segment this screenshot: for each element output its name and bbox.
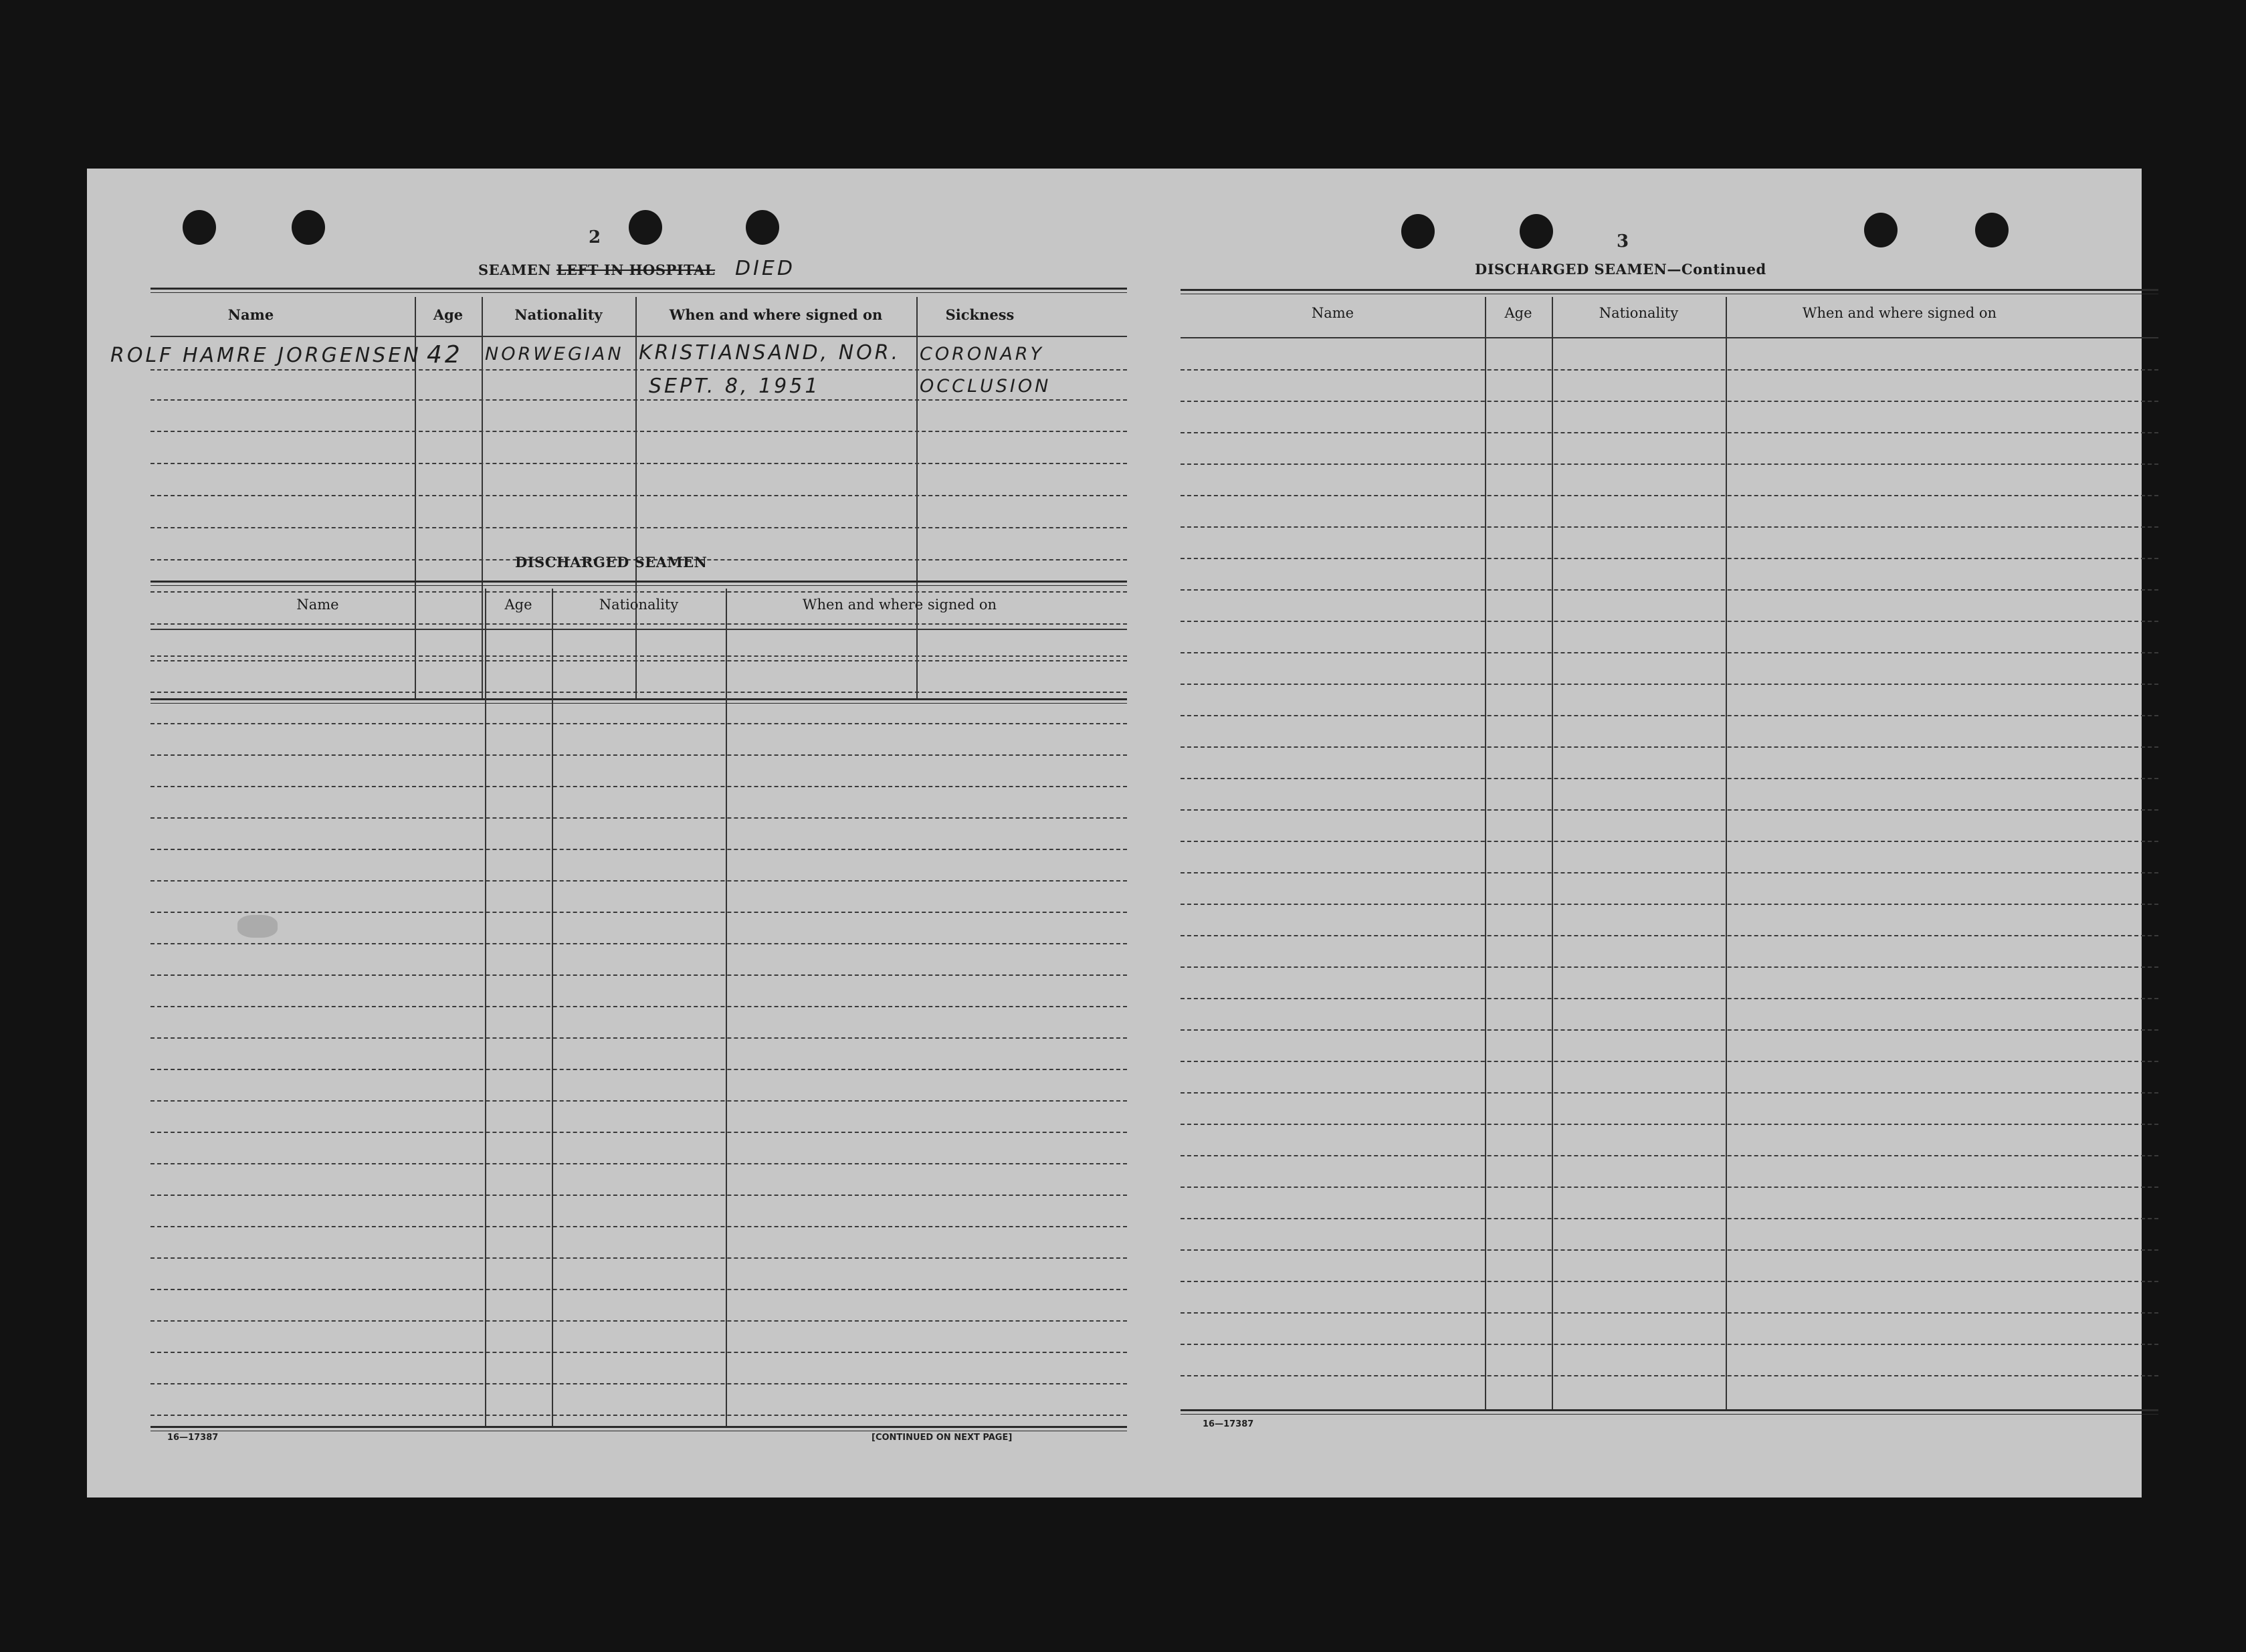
row-rule <box>1181 1092 2158 1094</box>
column-header-sickness: Sickness <box>945 306 1015 323</box>
row-rule <box>150 1132 1127 1133</box>
row-rule <box>1181 715 2158 716</box>
column-divider <box>726 589 727 1428</box>
rule <box>150 581 1127 583</box>
row-rule <box>150 1415 1127 1416</box>
row-rule <box>150 591 1127 593</box>
row-rule <box>1181 1312 2158 1314</box>
row-rule <box>150 369 1127 371</box>
row-rule <box>150 692 1127 693</box>
row-rule <box>1181 621 2158 622</box>
column-divider <box>635 297 637 700</box>
row-rule <box>1181 495 2158 496</box>
column-header-nationality: Nationality <box>1599 305 1679 321</box>
row-rule <box>1181 1281 2158 1282</box>
row-rule <box>150 1163 1127 1164</box>
register-sheet <box>87 169 2142 1498</box>
row-rule <box>1181 1061 2158 1062</box>
row-rule <box>150 723 1127 724</box>
punch-hole <box>1975 213 2009 247</box>
row-rule <box>150 786 1127 787</box>
row-rule <box>1181 746 2158 748</box>
row-rule <box>150 655 1127 657</box>
row-rule <box>1181 1375 2158 1376</box>
row-rule <box>1181 1186 2158 1188</box>
punch-hole <box>1401 214 1435 249</box>
row-rule <box>150 880 1127 882</box>
row-rule <box>150 1289 1127 1290</box>
page-number: 3 <box>1617 231 1629 251</box>
row-rule <box>150 431 1127 432</box>
column-divider <box>482 297 483 700</box>
column-header-name: Name <box>227 306 274 323</box>
row-rule <box>1181 809 2158 811</box>
column-divider <box>485 589 486 1428</box>
row-rule <box>1181 1155 2158 1156</box>
row-rule <box>1181 778 2158 779</box>
row-rule <box>150 1100 1127 1102</box>
row-rule <box>150 1195 1127 1196</box>
row-rule <box>1181 432 2158 433</box>
row-rule <box>150 1352 1127 1353</box>
entry-sickness-line1: CORONARY <box>920 344 1045 365</box>
rule <box>1181 289 2158 291</box>
header-underline <box>1181 337 2158 338</box>
row-rule <box>1181 369 2158 371</box>
column-header-name: Name <box>296 597 339 613</box>
row-rule <box>150 754 1127 756</box>
rule <box>150 288 1127 290</box>
section-title-hospital <box>478 257 795 280</box>
form-number: 16—17387 <box>1203 1419 1254 1429</box>
row-rule <box>150 1226 1127 1227</box>
row-rule <box>1181 966 2158 968</box>
column-header-nationality: Nationality <box>514 306 603 323</box>
rule <box>150 698 1127 700</box>
row-rule <box>1181 872 2158 873</box>
row-rule <box>1181 1344 2158 1345</box>
row-rule <box>150 463 1127 464</box>
entry-nationality: NORWEGIAN <box>485 344 624 365</box>
row-rule <box>150 399 1127 401</box>
column-header-age: Age <box>504 597 532 613</box>
section-title-discharged: DISCHARGED SEAMEN <box>515 554 708 571</box>
entry-age: 42 <box>427 341 463 369</box>
row-rule <box>150 943 1127 944</box>
row-rule <box>1181 935 2158 936</box>
column-header-signed-on: When and where signed on <box>802 597 997 613</box>
row-rule <box>1181 904 2158 905</box>
form-number: 16—17387 <box>167 1433 219 1443</box>
row-rule <box>1181 589 2158 591</box>
row-rule <box>150 1320 1127 1322</box>
rule <box>1181 1409 2158 1411</box>
header-underline <box>150 629 1127 630</box>
entry-name: ROLF HAMRE JORGENSEN <box>110 344 421 367</box>
title-prefix: SEAMEN <box>478 262 551 278</box>
column-header-age: Age <box>433 306 464 323</box>
row-rule <box>1181 1029 2158 1031</box>
entry-signed-on-line2: SEPT. 8, 1951 <box>649 375 821 398</box>
row-rule <box>150 527 1127 528</box>
column-header-age: Age <box>1504 305 1532 321</box>
row-rule <box>150 1257 1127 1259</box>
row-rule <box>1181 841 2158 842</box>
title-handwritten: DIED <box>734 257 795 280</box>
row-rule <box>150 974 1127 976</box>
rule <box>150 1426 1127 1428</box>
row-rule <box>150 495 1127 496</box>
row-rule <box>150 849 1127 850</box>
column-header-signed-on: When and where signed on <box>669 306 883 323</box>
column-header-name: Name <box>1311 305 1354 321</box>
row-rule <box>150 912 1127 913</box>
entry-sickness-line2: OCCLUSION <box>920 376 1051 397</box>
row-rule <box>1181 684 2158 685</box>
row-rule <box>150 1037 1127 1039</box>
punch-hole <box>1864 213 1898 247</box>
row-rule <box>1181 463 2158 465</box>
row-rule <box>150 1006 1127 1007</box>
row-rule <box>1181 652 2158 653</box>
column-header-signed-on: When and where signed on <box>1802 305 1997 321</box>
punch-hole <box>1520 214 1553 249</box>
row-rule <box>1181 998 2158 999</box>
continued-note: [CONTINUED ON NEXT PAGE] <box>872 1433 1013 1443</box>
row-rule <box>1181 1249 2158 1251</box>
row-rule <box>1181 526 2158 528</box>
header-underline <box>150 336 1127 337</box>
row-rule <box>1181 401 2158 402</box>
page-number: 2 <box>589 227 601 247</box>
column-divider <box>552 589 553 1428</box>
row-rule <box>150 660 1127 661</box>
column-divider <box>916 297 918 700</box>
section-title-discharged-continued: DISCHARGED SEAMEN—Continued <box>1475 261 1766 278</box>
row-rule <box>150 817 1127 819</box>
column-header-nationality: Nationality <box>599 597 679 613</box>
title-struck: LEFT IN HOSPITAL <box>556 262 716 278</box>
row-rule <box>150 1383 1127 1384</box>
row-rule <box>1181 1218 2158 1219</box>
left-page <box>87 169 1104 1498</box>
row-rule <box>150 623 1127 625</box>
row-rule <box>150 1069 1127 1070</box>
entry-signed-on-line1: KRISTIANSAND, NOR. <box>639 341 901 365</box>
row-rule <box>1181 558 2158 559</box>
row-rule <box>1181 1124 2158 1125</box>
